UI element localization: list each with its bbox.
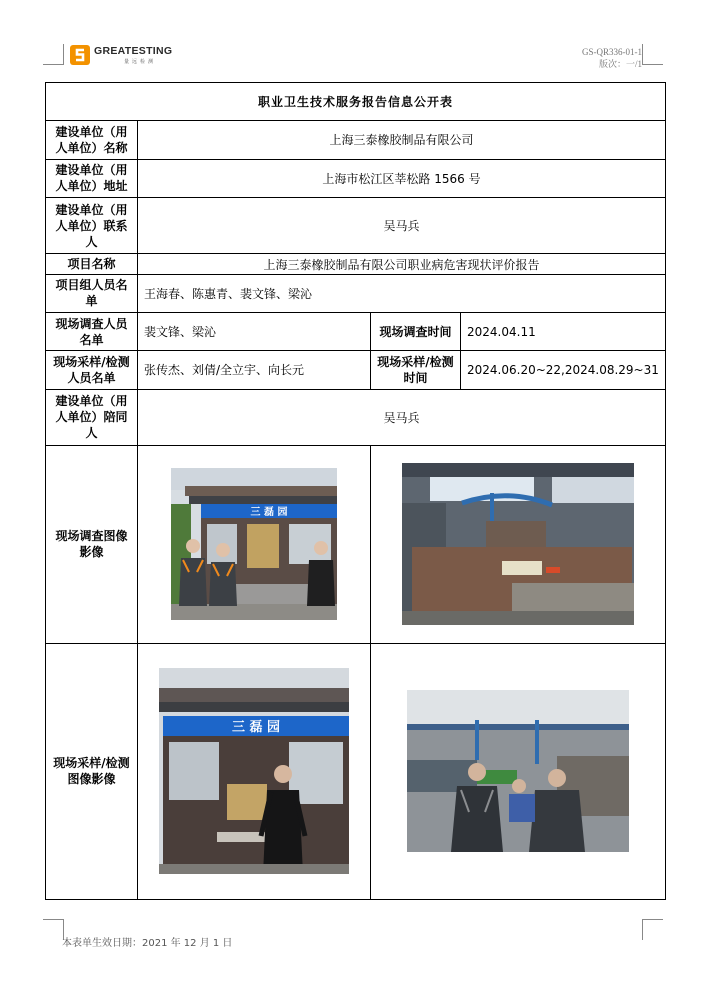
- survey-photo-cell-1: [138, 446, 371, 644]
- survey-time-label: 现场调查时间: [371, 312, 461, 350]
- project-members-value: 王海春、陈惠青、裴文锋、梁沁: [138, 274, 666, 312]
- document-version: 版次：一/1: [598, 59, 642, 69]
- table-row: [46, 389, 666, 445]
- document-code-block: [582, 46, 642, 70]
- unit-name-label: 建设单位（用人单位）名称: [46, 121, 138, 159]
- sampling-images-label: 现场采样/检测图像影像: [46, 643, 138, 899]
- logo-mark-icon: [70, 45, 90, 65]
- corner-mark-top-right: [642, 44, 663, 65]
- survey-time-value: 2024.04.11: [461, 312, 666, 350]
- survey-photo-building: [171, 468, 337, 620]
- unit-address-label: 建设单位（用人单位）地址: [46, 159, 138, 197]
- document-code: GS-QR336-01-1: [582, 47, 642, 57]
- sampling-photo-building: [159, 668, 349, 874]
- signboard-text: 三 磊 园: [250, 507, 288, 519]
- logo-subtitle: 量远检测: [124, 59, 157, 65]
- sampling-photo-cell-2: [371, 643, 666, 899]
- corner-mark-bottom-right: [642, 919, 663, 940]
- unit-contact-label: 建设单位（用人单位）联系人: [46, 197, 138, 253]
- table-row: [46, 274, 666, 312]
- survey-staff-value: 裴文锋、梁沁: [138, 312, 371, 350]
- effective-date: 本表单生效日期：2021 年 12 月 1 日: [62, 938, 233, 949]
- project-name-value: 上海三泰橡胶制品有限公司职业病危害现状评价报告: [138, 254, 666, 274]
- table-row: [46, 254, 666, 274]
- sampling-staff-label: 现场采样/检测人员名单: [46, 351, 138, 389]
- project-members-label: 项目组人员名单: [46, 274, 138, 312]
- signboard-text: 三 磊 园: [231, 720, 281, 736]
- sampling-time-label: 现场采样/检测时间: [371, 351, 461, 389]
- unit-name-value: 上海三泰橡胶制品有限公司: [138, 121, 666, 159]
- survey-images-label: 现场调查图像影像: [46, 446, 138, 644]
- survey-photo-cell-2: [371, 446, 666, 644]
- accompany-label: 建设单位（用人单位）陪同人: [46, 389, 138, 445]
- table-row: [46, 197, 666, 253]
- title-row: [46, 83, 666, 121]
- table-row: [46, 643, 666, 899]
- survey-photo-workshop: [402, 463, 634, 625]
- sampling-time-value: 2024.06.20~22,2024.08.29~31: [461, 351, 666, 389]
- table-row: [46, 351, 666, 389]
- unit-address-value: 上海市松江区莘松路 1566 号: [138, 159, 666, 197]
- table-row: [46, 446, 666, 644]
- sampling-photo-workshop: [407, 690, 629, 852]
- table-row: [46, 121, 666, 159]
- accompany-value: 吴马兵: [138, 389, 666, 445]
- logo-name: GREATESTING: [94, 45, 173, 57]
- survey-staff-label: 现场调查人员名单: [46, 312, 138, 350]
- sampling-photo-cell-1: [138, 643, 371, 899]
- company-logo: [70, 45, 172, 65]
- table-row: [46, 159, 666, 197]
- sampling-staff-value: 张传杰、刘倩/全立宇、向长元: [138, 351, 371, 389]
- project-name-label: 项目名称: [46, 254, 138, 274]
- corner-mark-bottom-left: [43, 919, 64, 940]
- info-table: [45, 82, 666, 900]
- table-row: [46, 312, 666, 350]
- page-title: 职业卫生技术服务报告信息公开表: [46, 83, 666, 121]
- unit-contact-value: 吴马兵: [138, 197, 666, 253]
- corner-mark-top-left: [43, 44, 64, 65]
